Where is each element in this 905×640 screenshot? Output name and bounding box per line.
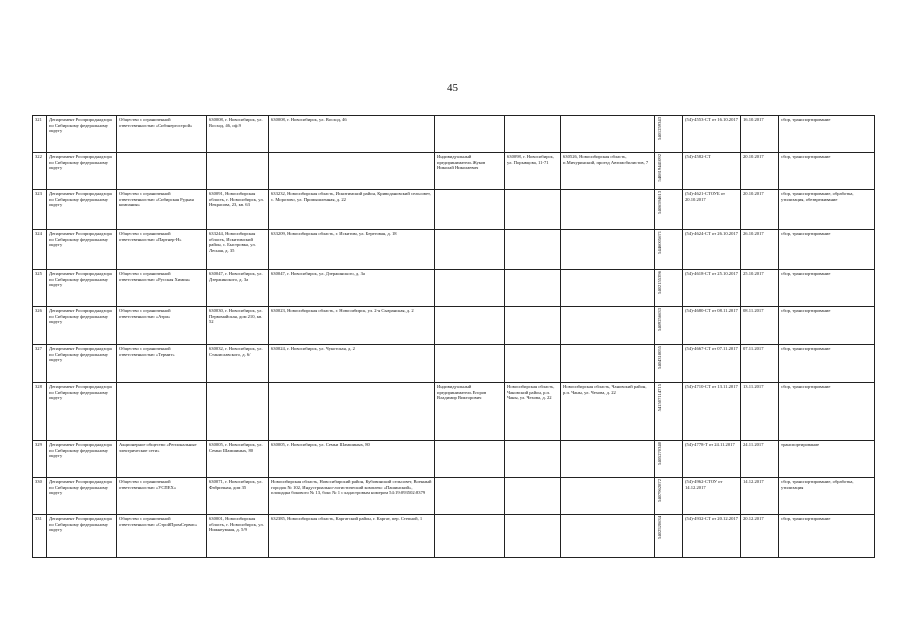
- date-cell: 16.10.2017: [741, 116, 779, 153]
- license-cell: (54)-4624-СТ от 26.10.2017: [683, 230, 741, 270]
- entrepreneur-site-cell: [561, 116, 655, 153]
- agency-cell: Департамент Росприроднадзора по Сибирскому федеральному округу: [47, 190, 117, 230]
- entrepreneur-cell: [435, 230, 505, 270]
- agency-cell: Департамент Росприроднадзора по Сибирскому федеральному округу: [47, 345, 117, 383]
- inn-cell: [655, 515, 683, 558]
- legal-address-cell: 630071, г. Новосибирск, ул. Фабричная, дом 35: [207, 478, 269, 515]
- table-row: [33, 153, 875, 190]
- agency-cell: Департамент Росприроднадзора по Сибирскому федеральному округу: [47, 383, 117, 441]
- site-address-cell: 633209, Новосибирская область, г. Искитим, ул. Береговая, д. 18: [269, 230, 435, 270]
- inn-cell: [655, 307, 683, 345]
- activity-cell: сбор, транспортирование: [779, 230, 875, 270]
- agency-cell: Департамент Росприроднадзора по Сибирскому федеральному округу: [47, 153, 117, 190]
- license-cell: (54)-4778-Т от 24.11.2017: [683, 441, 741, 478]
- legal-address-cell: [207, 383, 269, 441]
- inn-cell: [655, 270, 683, 307]
- site-address-cell: 633232, Новосибирская область, Искитимский район, Криводановский сельсовет, с. Морозово, ул. Промышленная, д. 22: [269, 190, 435, 230]
- inn-value: 5405270340: [657, 442, 662, 465]
- organization-cell: Общество с ограниченной ответственностью «Сибирская Рудная компания»: [117, 190, 207, 230]
- inn-cell: [655, 441, 683, 478]
- inn-value: 5409256633: [657, 308, 662, 331]
- organization-cell: Акционерное общество «Региональные электрические сети»: [117, 441, 207, 478]
- row-number: 321: [33, 116, 47, 153]
- organization-cell: Общество с ограниченной ответственностью «Сибэнергострой»: [117, 116, 207, 153]
- row-number: 329: [33, 441, 47, 478]
- inn-value: 5404318055: [657, 346, 662, 369]
- organization-cell: [117, 153, 207, 190]
- row-number: 325: [33, 270, 47, 307]
- entrepreneur-address-cell: [505, 345, 561, 383]
- inn-value: 5402520634: [657, 516, 662, 539]
- page-number: 45: [447, 82, 458, 94]
- entrepreneur-address-cell: [505, 307, 561, 345]
- date-cell: 25.10.2017: [741, 270, 779, 307]
- license-cell: (54)-4618-СТ от 25.10.2017: [683, 270, 741, 307]
- entrepreneur-cell: [435, 345, 505, 383]
- table-row: [33, 441, 875, 478]
- table-row: [33, 190, 875, 230]
- entrepreneur-site-cell: [561, 307, 655, 345]
- inn-cell: [655, 345, 683, 383]
- organization-cell: Общество с ограниченной ответственностью «Термит»: [117, 345, 207, 383]
- activity-cell: сбор, транспортирование, обработка, утилизация, обезвреживание: [779, 190, 875, 230]
- activity-cell: сбор, транспортирование: [779, 270, 875, 307]
- table-row: [33, 478, 875, 515]
- inn-cell: [655, 116, 683, 153]
- date-cell: 24.11.2017: [741, 441, 779, 478]
- organization-cell: Общество с ограниченной ответственностью «Партнер-Н»: [117, 230, 207, 270]
- inn-value: 5446005671: [657, 231, 662, 254]
- table-row: [33, 270, 875, 307]
- entrepreneur-site-cell: [561, 515, 655, 558]
- entrepreneur-address-cell: [505, 441, 561, 478]
- organization-cell: Общество с ограниченной ответственностью «Русская Химия»: [117, 270, 207, 307]
- agency-cell: Департамент Росприроднадзора по Сибирскому федеральному округу: [47, 270, 117, 307]
- agency-cell: Департамент Росприроднадзора по Сибирскому федеральному округу: [47, 116, 117, 153]
- table-row: [33, 345, 875, 383]
- legal-address-cell: 630030, г. Новосибирск, ул. Первомайская, дом 210, кв. 52: [207, 307, 269, 345]
- entrepreneur-site-cell: [561, 478, 655, 515]
- agency-cell: Департамент Росприроднадзора по Сибирскому федеральному округу: [47, 441, 117, 478]
- entrepreneur-address-cell: [505, 478, 561, 515]
- inn-value: 5401259343: [657, 117, 662, 140]
- legal-address-cell: [207, 153, 269, 190]
- inn-value: 5402155396: [657, 271, 662, 294]
- inn-cell: [655, 190, 683, 230]
- entrepreneur-site-cell: 630526, Новосибирская область, п.Мичуринский, проезд Автомобилистов, 7: [561, 153, 655, 190]
- license-cell: (54)-4582-СТ: [683, 153, 741, 190]
- entrepreneur-cell: [435, 478, 505, 515]
- activity-cell: сбор, транспортирование: [779, 383, 875, 441]
- agency-cell: Департамент Росприроднадзора по Сибирскому федеральному округу: [47, 478, 117, 515]
- inn-value: 5407962872: [657, 479, 662, 502]
- license-registry-table: [32, 115, 875, 558]
- date-cell: 14.12.2017: [741, 478, 779, 515]
- entrepreneur-address-cell: [505, 190, 561, 230]
- entrepreneur-cell: [435, 190, 505, 230]
- site-address-cell: 630008, г. Новосибирск, ул. Восход, 46: [269, 116, 435, 153]
- entrepreneur-site-cell: [561, 441, 655, 478]
- license-cell: (54)-4680-СТ от 08.11.2017: [683, 307, 741, 345]
- organization-cell: Общество с ограниченной ответственностью «СтройПромСервис»: [117, 515, 207, 558]
- entrepreneur-site-cell: [561, 270, 655, 307]
- inn-value: 5406594613: [657, 191, 662, 214]
- site-address-cell: 630024, г. Новосибирск, ул. Чукотская, д. 2: [269, 345, 435, 383]
- legal-address-cell: 633244, Новосибирская область, Искитимский район, с. Быстровка, ул. Лесная, д. 35: [207, 230, 269, 270]
- date-cell: 20.10.2017: [741, 190, 779, 230]
- date-cell: 07.11.2017: [741, 345, 779, 383]
- date-cell: 26.10.2017: [741, 230, 779, 270]
- entrepreneur-address-cell: [505, 515, 561, 558]
- entrepreneur-site-cell: Новосибирская область, Чановский район, р.п. Чаны, ул. Чехова, д. 22: [561, 383, 655, 441]
- entrepreneur-cell: Индивидуальный предприниматель Жуков Николай Николаевич: [435, 153, 505, 190]
- date-cell: 20.10.2017: [741, 153, 779, 190]
- table-row: [33, 307, 875, 345]
- entrepreneur-cell: [435, 307, 505, 345]
- entrepreneur-address-cell: 630098, г. Новосибирск, ул. Порывцова, 11-71: [505, 153, 561, 190]
- table-row: [33, 116, 875, 153]
- row-number: 322: [33, 153, 47, 190]
- agency-cell: Департамент Росприроднадзора по Сибирскому федеральному округу: [47, 515, 117, 558]
- entrepreneur-cell: Индивидуальный предприниматель Егоров Владимир Викторович: [435, 383, 505, 441]
- site-address-cell: 630005, г. Новосибирск, ул. Семьи Шамшиных, 80: [269, 441, 435, 478]
- activity-cell: сбор, транспортирование: [779, 153, 875, 190]
- inn-value: 541507114715: [657, 384, 662, 412]
- legal-address-cell: 630032, г. Новосибирск, ул. Станиславского, д. 6/: [207, 345, 269, 383]
- row-number: 328: [33, 383, 47, 441]
- legal-address-cell: 630091, Новосибирская область, г. Новосибирск, ул. Некрасова, 23, кв. 63: [207, 190, 269, 230]
- entrepreneur-site-cell: [561, 230, 655, 270]
- site-address-cell: 630047, г. Новосибирск, ул. Дзержинского, д. 3а: [269, 270, 435, 307]
- license-cell: (54)-4621-СТОУБ от 20.10.2017: [683, 190, 741, 230]
- table-row: [33, 230, 875, 270]
- row-number: 327: [33, 345, 47, 383]
- license-cell: (54)-4667-СТ от 07.11.2017: [683, 345, 741, 383]
- row-number: 324: [33, 230, 47, 270]
- row-number: 323: [33, 190, 47, 230]
- row-number: 331: [33, 515, 47, 558]
- organization-cell: [117, 383, 207, 441]
- organization-cell: Общество с ограниченной ответственностью «УСПЕХ»: [117, 478, 207, 515]
- site-address-cell: [269, 383, 435, 441]
- agency-cell: Департамент Росприроднадзора по Сибирскому федеральному округу: [47, 307, 117, 345]
- legal-address-cell: 630008, г. Новосибирск, ул. Восход, 46, оф.9: [207, 116, 269, 153]
- table-row: [33, 515, 875, 558]
- activity-cell: сбор, транспортирование: [779, 116, 875, 153]
- legal-address-cell: 630001, Новосибирская область, г. Новосибирск, ул. Нижнеумная, д. 5/9: [207, 515, 269, 558]
- entrepreneur-cell: [435, 270, 505, 307]
- agency-cell: Департамент Росприроднадзора по Сибирскому федеральному округу: [47, 230, 117, 270]
- inn-cell: [655, 153, 683, 190]
- site-address-cell: 632385, Новосибирская область, Каргатский район, г. Каргат, пер. Степной, 1: [269, 515, 435, 558]
- entrepreneur-address-cell: [505, 230, 561, 270]
- organization-cell: Общество с ограниченной ответственностью «Атри»: [117, 307, 207, 345]
- entrepreneur-cell: [435, 441, 505, 478]
- entrepreneur-address-cell: [505, 270, 561, 307]
- license-cell: (54)-4710-СТ от 13.11.2017: [683, 383, 741, 441]
- entrepreneur-address-cell: Новосибирская область, Чановский район, р.п. Чаны, ул. Чехова, д. 22: [505, 383, 561, 441]
- site-address-cell: [269, 153, 435, 190]
- legal-address-cell: 630047, г. Новосибирск, ул. Дзержинского, д. 3а: [207, 270, 269, 307]
- inn-cell: [655, 230, 683, 270]
- entrepreneur-cell: [435, 116, 505, 153]
- table-row: [33, 383, 875, 441]
- activity-cell: сбор, транспортирование, обработка, утилизация: [779, 478, 875, 515]
- row-number: 326: [33, 307, 47, 345]
- date-cell: 13.11.2017: [741, 383, 779, 441]
- legal-address-cell: 630005, г. Новосибирск, ул. Семьи Шамшиных, 80: [207, 441, 269, 478]
- inn-cell: [655, 478, 683, 515]
- inn-cell: [655, 383, 683, 441]
- entrepreneur-address-cell: [505, 116, 561, 153]
- inn-value: 540819441092: [657, 154, 662, 182]
- license-cell: (54)-4932-СТ от 20.12.2017: [683, 515, 741, 558]
- license-cell: (54)-4553-СТ от 16.10.2017: [683, 116, 741, 153]
- activity-cell: транспортирование: [779, 441, 875, 478]
- activity-cell: сбор, транспортирование: [779, 307, 875, 345]
- license-cell: (54)-4962-СТОУ от 14.12.2017: [683, 478, 741, 515]
- activity-cell: сбор, транспортирование: [779, 515, 875, 558]
- date-cell: 08.11.2017: [741, 307, 779, 345]
- entrepreneur-site-cell: [561, 190, 655, 230]
- entrepreneur-cell: [435, 515, 505, 558]
- site-address-cell: Новосибирская область, Новосибирский район, Кубовинский сельсовет, Военный городок № 102, Индустриально-логистический комплекс «Пашинский», площадка бокового № 13, бокс № 1 с кадастровым номером 54:19:093502:8379: [269, 478, 435, 515]
- date-cell: 20.12.2017: [741, 515, 779, 558]
- activity-cell: сбор, транспортирование: [779, 345, 875, 383]
- row-number: 330: [33, 478, 47, 515]
- site-address-cell: 630023, Новосибирская область, г. Новосибирск, ул. 2-я Сызранская, д. 2: [269, 307, 435, 345]
- entrepreneur-site-cell: [561, 345, 655, 383]
